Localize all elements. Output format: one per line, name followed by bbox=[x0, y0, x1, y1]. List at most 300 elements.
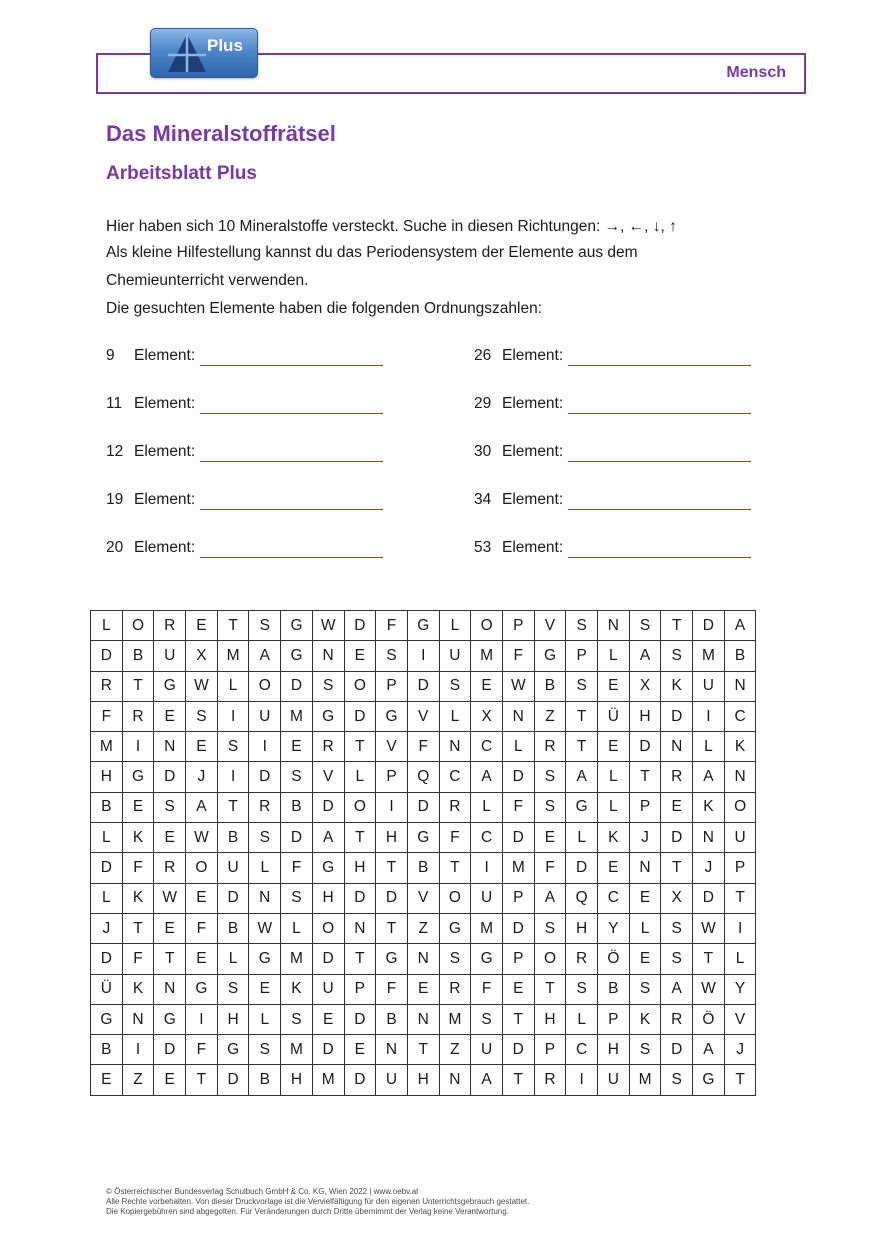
grid-cell[interactable]: S bbox=[661, 641, 693, 671]
grid-cell[interactable]: I bbox=[217, 701, 249, 731]
grid-cell[interactable]: S bbox=[629, 974, 661, 1004]
grid-cell[interactable]: G bbox=[376, 701, 408, 731]
grid-cell[interactable]: X bbox=[186, 641, 218, 671]
grid-cell[interactable]: D bbox=[312, 1035, 344, 1065]
grid-cell[interactable]: V bbox=[312, 762, 344, 792]
grid-cell[interactable]: F bbox=[407, 732, 439, 762]
answer-line[interactable] bbox=[200, 349, 383, 366]
grid-cell[interactable]: V bbox=[407, 701, 439, 731]
grid-cell[interactable]: T bbox=[534, 974, 566, 1004]
grid-cell[interactable]: O bbox=[471, 611, 503, 641]
grid-cell[interactable]: R bbox=[534, 1065, 566, 1095]
grid-cell[interactable]: M bbox=[91, 732, 123, 762]
grid-cell[interactable]: M bbox=[471, 641, 503, 671]
grid-cell[interactable]: A bbox=[471, 762, 503, 792]
grid-cell[interactable]: D bbox=[344, 611, 376, 641]
grid-cell[interactable]: Q bbox=[407, 762, 439, 792]
grid-cell[interactable]: F bbox=[186, 1035, 218, 1065]
grid-cell[interactable]: F bbox=[471, 974, 503, 1004]
grid-cell[interactable]: J bbox=[186, 762, 218, 792]
grid-cell[interactable]: I bbox=[217, 762, 249, 792]
answer-line[interactable] bbox=[568, 349, 751, 366]
grid-cell[interactable]: N bbox=[439, 1065, 471, 1095]
grid-cell[interactable]: O bbox=[122, 611, 154, 641]
grid-cell[interactable]: R bbox=[91, 671, 123, 701]
grid-cell[interactable]: N bbox=[693, 823, 725, 853]
grid-cell[interactable]: M bbox=[502, 853, 534, 883]
grid-cell[interactable]: S bbox=[566, 974, 598, 1004]
grid-cell[interactable]: N bbox=[598, 611, 630, 641]
answer-line[interactable] bbox=[568, 541, 751, 558]
grid-cell[interactable]: S bbox=[439, 944, 471, 974]
grid-cell[interactable]: S bbox=[281, 762, 313, 792]
grid-cell[interactable]: S bbox=[249, 611, 281, 641]
grid-cell[interactable]: W bbox=[502, 671, 534, 701]
grid-cell[interactable]: B bbox=[598, 974, 630, 1004]
grid-cell[interactable]: K bbox=[122, 974, 154, 1004]
grid-cell[interactable]: L bbox=[566, 823, 598, 853]
grid-cell[interactable]: C bbox=[598, 883, 630, 913]
grid-cell[interactable]: G bbox=[439, 913, 471, 943]
grid-cell[interactable]: F bbox=[122, 944, 154, 974]
grid-cell[interactable]: O bbox=[312, 913, 344, 943]
grid-cell[interactable]: G bbox=[407, 823, 439, 853]
grid-cell[interactable]: E bbox=[502, 974, 534, 1004]
grid-cell[interactable]: M bbox=[217, 641, 249, 671]
grid-cell[interactable]: D bbox=[312, 944, 344, 974]
grid-cell[interactable]: D bbox=[91, 641, 123, 671]
grid-cell[interactable]: W bbox=[312, 611, 344, 641]
grid-cell[interactable]: N bbox=[439, 732, 471, 762]
grid-cell[interactable]: B bbox=[91, 1035, 123, 1065]
grid-cell[interactable]: D bbox=[502, 823, 534, 853]
grid-cell[interactable]: R bbox=[122, 701, 154, 731]
grid-cell[interactable]: D bbox=[407, 671, 439, 701]
grid-cell[interactable]: S bbox=[154, 792, 186, 822]
grid-cell[interactable]: P bbox=[502, 611, 534, 641]
answer-line[interactable] bbox=[200, 541, 383, 558]
grid-cell[interactable]: E bbox=[598, 853, 630, 883]
grid-cell[interactable]: I bbox=[724, 913, 756, 943]
grid-cell[interactable]: S bbox=[629, 611, 661, 641]
grid-cell[interactable]: K bbox=[629, 1004, 661, 1034]
grid-cell[interactable]: Y bbox=[598, 913, 630, 943]
grid-cell[interactable]: P bbox=[534, 1035, 566, 1065]
grid-cell[interactable]: K bbox=[693, 792, 725, 822]
grid-cell[interactable]: T bbox=[693, 944, 725, 974]
grid-cell[interactable]: L bbox=[693, 732, 725, 762]
grid-cell[interactable]: D bbox=[376, 883, 408, 913]
grid-cell[interactable]: G bbox=[281, 641, 313, 671]
grid-cell[interactable]: M bbox=[281, 1035, 313, 1065]
grid-cell[interactable]: S bbox=[281, 1004, 313, 1034]
grid-cell[interactable]: T bbox=[502, 1065, 534, 1095]
grid-cell[interactable]: K bbox=[122, 823, 154, 853]
grid-cell[interactable]: B bbox=[724, 641, 756, 671]
grid-cell[interactable]: E bbox=[598, 671, 630, 701]
grid-cell[interactable]: E bbox=[249, 974, 281, 1004]
grid-cell[interactable]: N bbox=[122, 1004, 154, 1034]
grid-cell[interactable]: H bbox=[629, 701, 661, 731]
grid-cell[interactable]: G bbox=[122, 762, 154, 792]
grid-cell[interactable]: B bbox=[122, 641, 154, 671]
grid-cell[interactable]: H bbox=[217, 1004, 249, 1034]
grid-cell[interactable]: D bbox=[312, 792, 344, 822]
grid-cell[interactable]: Z bbox=[407, 913, 439, 943]
grid-cell[interactable]: D bbox=[502, 913, 534, 943]
grid-cell[interactable]: G bbox=[91, 1004, 123, 1034]
grid-cell[interactable]: D bbox=[661, 701, 693, 731]
grid-cell[interactable]: L bbox=[598, 792, 630, 822]
grid-cell[interactable]: D bbox=[344, 883, 376, 913]
grid-cell[interactable]: G bbox=[693, 1065, 725, 1095]
grid-cell[interactable]: S bbox=[629, 1035, 661, 1065]
grid-cell[interactable]: A bbox=[693, 762, 725, 792]
grid-cell[interactable]: P bbox=[629, 792, 661, 822]
grid-cell[interactable]: N bbox=[344, 913, 376, 943]
grid-cell[interactable]: S bbox=[471, 1004, 503, 1034]
grid-cell[interactable]: Y bbox=[724, 974, 756, 1004]
grid-cell[interactable]: I bbox=[122, 1035, 154, 1065]
grid-cell[interactable]: D bbox=[249, 762, 281, 792]
grid-cell[interactable]: J bbox=[693, 853, 725, 883]
grid-cell[interactable]: F bbox=[186, 913, 218, 943]
grid-cell[interactable]: T bbox=[217, 611, 249, 641]
grid-cell[interactable]: E bbox=[186, 732, 218, 762]
grid-cell[interactable]: G bbox=[154, 671, 186, 701]
grid-cell[interactable]: S bbox=[661, 944, 693, 974]
grid-cell[interactable]: G bbox=[217, 1035, 249, 1065]
grid-cell[interactable]: B bbox=[407, 853, 439, 883]
grid-cell[interactable]: U bbox=[439, 641, 471, 671]
grid-cell[interactable]: P bbox=[376, 762, 408, 792]
grid-cell[interactable]: M bbox=[312, 1065, 344, 1095]
grid-cell[interactable]: S bbox=[566, 671, 598, 701]
grid-cell[interactable]: N bbox=[502, 701, 534, 731]
grid-cell[interactable]: T bbox=[344, 823, 376, 853]
grid-cell[interactable]: N bbox=[724, 671, 756, 701]
grid-cell[interactable]: T bbox=[154, 944, 186, 974]
grid-cell[interactable]: T bbox=[122, 671, 154, 701]
grid-cell[interactable]: J bbox=[629, 823, 661, 853]
grid-cell[interactable]: M bbox=[281, 944, 313, 974]
grid-cell[interactable]: C bbox=[724, 701, 756, 731]
grid-cell[interactable]: G bbox=[281, 611, 313, 641]
grid-cell[interactable]: O bbox=[439, 883, 471, 913]
grid-cell[interactable]: Ö bbox=[693, 1004, 725, 1034]
grid-cell[interactable]: W bbox=[154, 883, 186, 913]
grid-cell[interactable]: M bbox=[693, 641, 725, 671]
grid-cell[interactable]: L bbox=[281, 913, 313, 943]
grid-cell[interactable]: E bbox=[312, 1004, 344, 1034]
grid-cell[interactable]: E bbox=[629, 944, 661, 974]
grid-cell[interactable]: P bbox=[502, 883, 534, 913]
grid-cell[interactable]: H bbox=[534, 1004, 566, 1034]
grid-cell[interactable]: K bbox=[281, 974, 313, 1004]
grid-cell[interactable]: O bbox=[724, 792, 756, 822]
grid-cell[interactable]: A bbox=[312, 823, 344, 853]
grid-cell[interactable]: E bbox=[534, 823, 566, 853]
grid-cell[interactable]: L bbox=[471, 792, 503, 822]
grid-cell[interactable]: B bbox=[534, 671, 566, 701]
answer-line[interactable] bbox=[200, 397, 383, 414]
grid-cell[interactable]: S bbox=[217, 974, 249, 1004]
grid-cell[interactable]: F bbox=[122, 853, 154, 883]
grid-cell[interactable]: E bbox=[186, 944, 218, 974]
grid-cell[interactable]: L bbox=[249, 853, 281, 883]
grid-cell[interactable]: X bbox=[471, 701, 503, 731]
grid-cell[interactable]: S bbox=[249, 823, 281, 853]
grid-cell[interactable]: K bbox=[661, 671, 693, 701]
grid-cell[interactable]: W bbox=[693, 974, 725, 1004]
grid-cell[interactable]: Ü bbox=[91, 974, 123, 1004]
grid-cell[interactable]: U bbox=[217, 853, 249, 883]
grid-cell[interactable]: D bbox=[566, 853, 598, 883]
grid-cell[interactable]: U bbox=[471, 1035, 503, 1065]
grid-cell[interactable]: W bbox=[186, 671, 218, 701]
grid-cell[interactable]: B bbox=[281, 792, 313, 822]
grid-cell[interactable]: N bbox=[724, 762, 756, 792]
grid-cell[interactable]: T bbox=[566, 701, 598, 731]
grid-cell[interactable]: I bbox=[186, 1004, 218, 1034]
grid-cell[interactable]: C bbox=[471, 732, 503, 762]
grid-cell[interactable]: T bbox=[661, 853, 693, 883]
grid-cell[interactable]: A bbox=[661, 974, 693, 1004]
grid-cell[interactable]: Ö bbox=[598, 944, 630, 974]
grid-cell[interactable]: R bbox=[249, 792, 281, 822]
grid-cell[interactable]: L bbox=[217, 671, 249, 701]
grid-cell[interactable]: N bbox=[629, 853, 661, 883]
answer-line[interactable] bbox=[568, 397, 751, 414]
grid-cell[interactable]: D bbox=[344, 1065, 376, 1095]
grid-cell[interactable]: G bbox=[376, 944, 408, 974]
grid-cell[interactable]: N bbox=[249, 883, 281, 913]
grid-cell[interactable]: F bbox=[502, 641, 534, 671]
grid-cell[interactable]: L bbox=[344, 762, 376, 792]
grid-cell[interactable]: Z bbox=[439, 1035, 471, 1065]
grid-cell[interactable]: H bbox=[281, 1065, 313, 1095]
grid-cell[interactable]: M bbox=[629, 1065, 661, 1095]
grid-cell[interactable]: P bbox=[598, 1004, 630, 1034]
grid-cell[interactable]: R bbox=[661, 762, 693, 792]
grid-cell[interactable]: S bbox=[534, 792, 566, 822]
grid-cell[interactable]: D bbox=[344, 1004, 376, 1034]
grid-cell[interactable]: L bbox=[629, 913, 661, 943]
grid-cell[interactable]: R bbox=[154, 611, 186, 641]
grid-cell[interactable]: A bbox=[471, 1065, 503, 1095]
grid-cell[interactable]: S bbox=[376, 641, 408, 671]
grid-cell[interactable]: N bbox=[407, 1004, 439, 1034]
grid-cell[interactable]: T bbox=[724, 1065, 756, 1095]
grid-cell[interactable]: T bbox=[344, 732, 376, 762]
grid-cell[interactable]: D bbox=[217, 883, 249, 913]
grid-cell[interactable]: D bbox=[661, 823, 693, 853]
grid-cell[interactable]: E bbox=[407, 974, 439, 1004]
grid-cell[interactable]: T bbox=[724, 883, 756, 913]
grid-cell[interactable]: E bbox=[344, 641, 376, 671]
grid-cell[interactable]: Z bbox=[122, 1065, 154, 1095]
grid-cell[interactable]: U bbox=[154, 641, 186, 671]
grid-cell[interactable]: I bbox=[376, 792, 408, 822]
grid-cell[interactable]: D bbox=[502, 762, 534, 792]
grid-cell[interactable]: F bbox=[376, 974, 408, 1004]
answer-line[interactable] bbox=[568, 445, 751, 462]
grid-cell[interactable]: A bbox=[566, 762, 598, 792]
grid-cell[interactable]: N bbox=[154, 732, 186, 762]
grid-cell[interactable]: X bbox=[661, 883, 693, 913]
grid-cell[interactable]: E bbox=[186, 611, 218, 641]
grid-cell[interactable]: J bbox=[91, 913, 123, 943]
grid-cell[interactable]: E bbox=[598, 732, 630, 762]
grid-cell[interactable]: E bbox=[154, 1065, 186, 1095]
grid-cell[interactable]: R bbox=[534, 732, 566, 762]
grid-cell[interactable]: T bbox=[186, 1065, 218, 1095]
grid-cell[interactable]: T bbox=[566, 732, 598, 762]
grid-cell[interactable]: S bbox=[439, 671, 471, 701]
grid-cell[interactable]: S bbox=[534, 762, 566, 792]
grid-cell[interactable]: F bbox=[439, 823, 471, 853]
grid-cell[interactable]: F bbox=[91, 701, 123, 731]
grid-cell[interactable]: Ü bbox=[598, 701, 630, 731]
grid-cell[interactable]: P bbox=[344, 974, 376, 1004]
grid-cell[interactable]: U bbox=[693, 671, 725, 701]
grid-cell[interactable]: E bbox=[344, 1035, 376, 1065]
grid-cell[interactable]: Z bbox=[534, 701, 566, 731]
grid-cell[interactable]: D bbox=[154, 1035, 186, 1065]
grid-cell[interactable]: I bbox=[249, 732, 281, 762]
grid-cell[interactable]: A bbox=[186, 792, 218, 822]
grid-cell[interactable]: G bbox=[154, 1004, 186, 1034]
answer-line[interactable] bbox=[200, 493, 383, 510]
grid-cell[interactable]: V bbox=[376, 732, 408, 762]
grid-cell[interactable]: H bbox=[91, 762, 123, 792]
grid-cell[interactable]: R bbox=[566, 944, 598, 974]
grid-cell[interactable]: L bbox=[724, 944, 756, 974]
grid-cell[interactable]: D bbox=[217, 1065, 249, 1095]
grid-cell[interactable]: D bbox=[661, 1035, 693, 1065]
grid-cell[interactable]: W bbox=[186, 823, 218, 853]
grid-cell[interactable]: T bbox=[661, 611, 693, 641]
grid-cell[interactable]: N bbox=[312, 641, 344, 671]
grid-cell[interactable]: S bbox=[661, 1065, 693, 1095]
grid-cell[interactable]: W bbox=[693, 913, 725, 943]
grid-cell[interactable]: H bbox=[407, 1065, 439, 1095]
grid-cell[interactable]: L bbox=[91, 611, 123, 641]
grid-cell[interactable]: D bbox=[91, 853, 123, 883]
grid-cell[interactable]: S bbox=[312, 671, 344, 701]
grid-cell[interactable]: P bbox=[502, 944, 534, 974]
grid-cell[interactable]: P bbox=[376, 671, 408, 701]
grid-cell[interactable]: D bbox=[693, 883, 725, 913]
grid-cell[interactable]: A bbox=[724, 611, 756, 641]
grid-cell[interactable]: I bbox=[471, 853, 503, 883]
grid-cell[interactable]: D bbox=[281, 671, 313, 701]
grid-cell[interactable]: F bbox=[376, 611, 408, 641]
grid-cell[interactable]: W bbox=[249, 913, 281, 943]
grid-cell[interactable]: G bbox=[407, 611, 439, 641]
grid-cell[interactable]: B bbox=[91, 792, 123, 822]
grid-cell[interactable]: C bbox=[471, 823, 503, 853]
grid-cell[interactable]: D bbox=[344, 701, 376, 731]
grid-cell[interactable]: R bbox=[312, 732, 344, 762]
grid-cell[interactable]: D bbox=[281, 823, 313, 853]
grid-cell[interactable]: H bbox=[566, 913, 598, 943]
grid-cell[interactable]: H bbox=[598, 1035, 630, 1065]
grid-cell[interactable]: H bbox=[344, 853, 376, 883]
grid-cell[interactable]: I bbox=[407, 641, 439, 671]
grid-cell[interactable]: K bbox=[122, 883, 154, 913]
grid-cell[interactable]: V bbox=[534, 611, 566, 641]
grid-cell[interactable]: H bbox=[376, 823, 408, 853]
grid-cell[interactable]: X bbox=[629, 671, 661, 701]
grid-cell[interactable]: L bbox=[91, 823, 123, 853]
grid-cell[interactable]: F bbox=[534, 853, 566, 883]
grid-cell[interactable]: V bbox=[407, 883, 439, 913]
grid-cell[interactable]: U bbox=[724, 823, 756, 853]
grid-cell[interactable]: N bbox=[154, 974, 186, 1004]
grid-cell[interactable]: Q bbox=[566, 883, 598, 913]
grid-cell[interactable]: T bbox=[376, 913, 408, 943]
grid-cell[interactable]: E bbox=[154, 823, 186, 853]
grid-cell[interactable]: L bbox=[598, 762, 630, 792]
grid-cell[interactable]: P bbox=[566, 641, 598, 671]
grid-cell[interactable]: U bbox=[471, 883, 503, 913]
grid-cell[interactable]: E bbox=[629, 883, 661, 913]
grid-cell[interactable]: R bbox=[661, 1004, 693, 1034]
grid-cell[interactable]: G bbox=[471, 944, 503, 974]
grid-cell[interactable]: B bbox=[217, 913, 249, 943]
grid-cell[interactable]: A bbox=[249, 641, 281, 671]
grid-cell[interactable]: V bbox=[724, 1004, 756, 1034]
grid-cell[interactable]: T bbox=[407, 1035, 439, 1065]
grid-cell[interactable]: T bbox=[439, 853, 471, 883]
grid-cell[interactable]: U bbox=[249, 701, 281, 731]
grid-cell[interactable]: E bbox=[661, 792, 693, 822]
grid-cell[interactable]: C bbox=[439, 762, 471, 792]
grid-cell[interactable]: E bbox=[471, 671, 503, 701]
grid-cell[interactable]: S bbox=[186, 701, 218, 731]
grid-cell[interactable]: I bbox=[566, 1065, 598, 1095]
grid-cell[interactable]: E bbox=[122, 792, 154, 822]
grid-cell[interactable]: L bbox=[566, 1004, 598, 1034]
grid-cell[interactable]: L bbox=[91, 883, 123, 913]
grid-cell[interactable]: L bbox=[502, 732, 534, 762]
grid-cell[interactable]: B bbox=[376, 1004, 408, 1034]
grid-cell[interactable]: G bbox=[186, 974, 218, 1004]
grid-cell[interactable]: F bbox=[281, 853, 313, 883]
grid-cell[interactable]: O bbox=[344, 792, 376, 822]
grid-cell[interactable]: T bbox=[376, 853, 408, 883]
grid-cell[interactable]: R bbox=[439, 974, 471, 1004]
grid-cell[interactable]: S bbox=[217, 732, 249, 762]
grid-cell[interactable]: O bbox=[534, 944, 566, 974]
grid-cell[interactable]: U bbox=[376, 1065, 408, 1095]
grid-cell[interactable]: U bbox=[598, 1065, 630, 1095]
grid-cell[interactable]: P bbox=[724, 853, 756, 883]
grid-cell[interactable]: R bbox=[154, 853, 186, 883]
grid-cell[interactable]: I bbox=[122, 732, 154, 762]
grid-cell[interactable]: E bbox=[154, 913, 186, 943]
grid-cell[interactable]: T bbox=[122, 913, 154, 943]
grid-cell[interactable]: O bbox=[249, 671, 281, 701]
grid-cell[interactable]: L bbox=[439, 611, 471, 641]
grid-cell[interactable]: G bbox=[249, 944, 281, 974]
grid-cell[interactable]: G bbox=[534, 641, 566, 671]
grid-cell[interactable]: N bbox=[407, 944, 439, 974]
grid-cell[interactable]: G bbox=[312, 853, 344, 883]
grid-cell[interactable]: G bbox=[566, 792, 598, 822]
grid-cell[interactable]: G bbox=[312, 701, 344, 731]
